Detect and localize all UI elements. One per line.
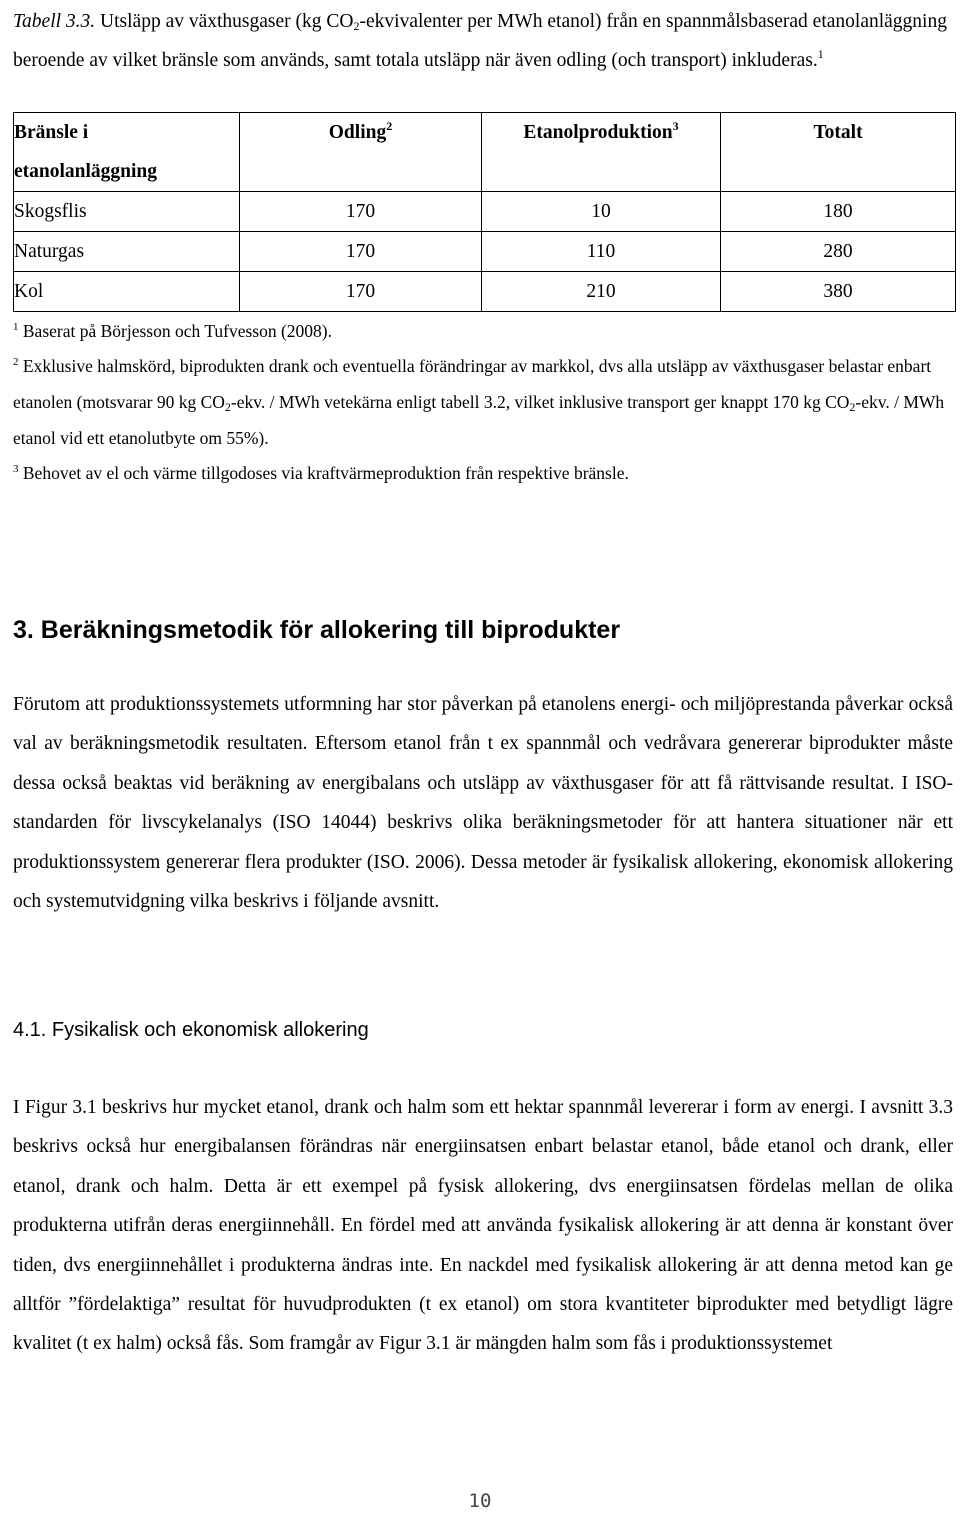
caption-subscript: 2 — [353, 19, 360, 33]
footnote-2-text-2: -ekv. / MWh vetekärna enligt tabell 3.2, vilket inklusive transport ger knappt 170 kg CO — [230, 392, 850, 412]
cell-etanolproduktion: 10 — [482, 192, 721, 232]
table-row — [14, 232, 956, 272]
caption-superscript: 1 — [817, 47, 824, 61]
section-paragraph: Förutom att produktionssystemets utformning har stor påverkan på etanolens energi- och miljöprestanda påverkar också val av beräkningsmetodik resultaten. Eftersom etanol från t ex spannmål och vedråvara genererar biprodukter måste dessa också beaktas vid beräkning av energibalans och utsläpp av växthusgaser för att få rättvisande resultat. I ISO-standarden för livscykelanalys (ISO 14044) beskrivs olika beräkningsmetoder för att hantera situationer när ett produktionssystem genererar flera produkter (ISO. 2006). Dessa metoder är fysikalisk allokering, ekonomisk allokering och systemutvidgning vilka beskrivs i följande avsnitt. — [13, 694, 953, 913]
caption-text-1: Utsläpp av växthusgaser (kg CO — [95, 11, 354, 32]
footnote-2-subscript-2: 2 — [849, 400, 856, 414]
caption-label: Tabell 3.3. — [13, 11, 96, 32]
subsection-heading: 4.1. Fysikalisk och ekonomisk allokering — [13, 1019, 369, 1041]
footnote-3-text: Behovet av el och värme tillgodoses via kraftvärmeproduktion från respektive bränsle. — [22, 463, 629, 483]
footnote-1-number: 1 — [13, 321, 19, 333]
cell-etanolproduktion: 110 — [482, 232, 721, 272]
caption-text-2: -ekvivalenter per MWh etanol) från en spannmålsbaserad etanolanläggning beroende av vilket bränsle som används, samt totala utsläpp när även odling (och transport) inkluderas. — [13, 11, 947, 71]
table-row — [14, 272, 956, 312]
footnote-2-subscript-1: 2 — [224, 400, 231, 414]
table-row — [14, 192, 956, 232]
footnote-3 — [13, 455, 953, 491]
footnote-2-text-1: Exklusive halmskörd, biprodukten drank och eventuella förändringar av markkol, dvs alla utsläpp av växthusgaser belastar enbart etanolen (motsvarar 90 kg CO — [13, 356, 932, 412]
cell-totalt: 280 — [721, 232, 956, 272]
subsection-paragraph: I Figur 3.1 beskrivs hur mycket etanol, drank och halm som ett hektar spannmål levererar i form av energi. I avsnitt 3.3 beskrivs också hur energibalansen förändras när energiinsatsen enbart belastar etanol, både etanol och drank, eller etanol, drank och halm. Detta är ett exempel på fysisk allokering, dvs energiinsatsen fördelas mellan de olika produkterna utifrån deras energiinnehåll. En fördel med att använda fysikalisk allokering är att denna är konstant över tiden, dvs energiinnehållet i produkterna ändras inte. En nackdel med fysikalisk allokering är att denna metod kan ge alltför ”fördelaktiga” resultat för huvudprodukten (t ex etanol) om stora kvantiteter biprodukter med betydligt lägre kvalitet (t ex halm) också fås. Som framgår av Figur 3.1 är mängden halm som fås i produktionssystemet — [13, 1097, 953, 1355]
cell-odling: 170 — [240, 232, 482, 272]
cell-totalt: 380 — [721, 272, 956, 312]
footnote-2-text-3: -ekv. / MWh etanol vid ett etanolutbyte om 55%). — [13, 392, 945, 448]
cell-fuel: Naturgas — [14, 232, 240, 272]
cell-fuel: Skogsflis — [14, 192, 240, 232]
header-fuel-line1: Bränsle i — [14, 113, 240, 153]
cell-totalt: 180 — [721, 192, 956, 232]
header-totalt: Totalt — [721, 113, 956, 192]
table-caption — [13, 2, 951, 80]
table-header-row — [14, 113, 956, 153]
cell-odling: 170 — [240, 272, 482, 312]
emissions-table — [13, 112, 956, 312]
footnote-1 — [13, 313, 953, 349]
section-heading: 3. Beräkningsmetodik för allokering till biprodukter — [13, 616, 621, 644]
cell-odling: 170 — [240, 192, 482, 232]
footnote-3-number: 3 — [13, 463, 19, 475]
footnote-2-number: 2 — [13, 356, 19, 368]
footnote-2 — [13, 348, 953, 456]
cell-fuel: Kol — [14, 272, 240, 312]
page-number: 10 — [468, 1490, 492, 1512]
header-etanolproduktion: Etanolproduktion$^3$ — [482, 113, 721, 192]
header-fuel-line2: etanolanläggning — [14, 152, 240, 192]
header-odling: Odling$^2$ — [240, 113, 482, 192]
footnote-1-text: Baserat på Börjesson och Tufvesson (2008). — [22, 321, 333, 341]
cell-etanolproduktion: 210 — [482, 272, 721, 312]
